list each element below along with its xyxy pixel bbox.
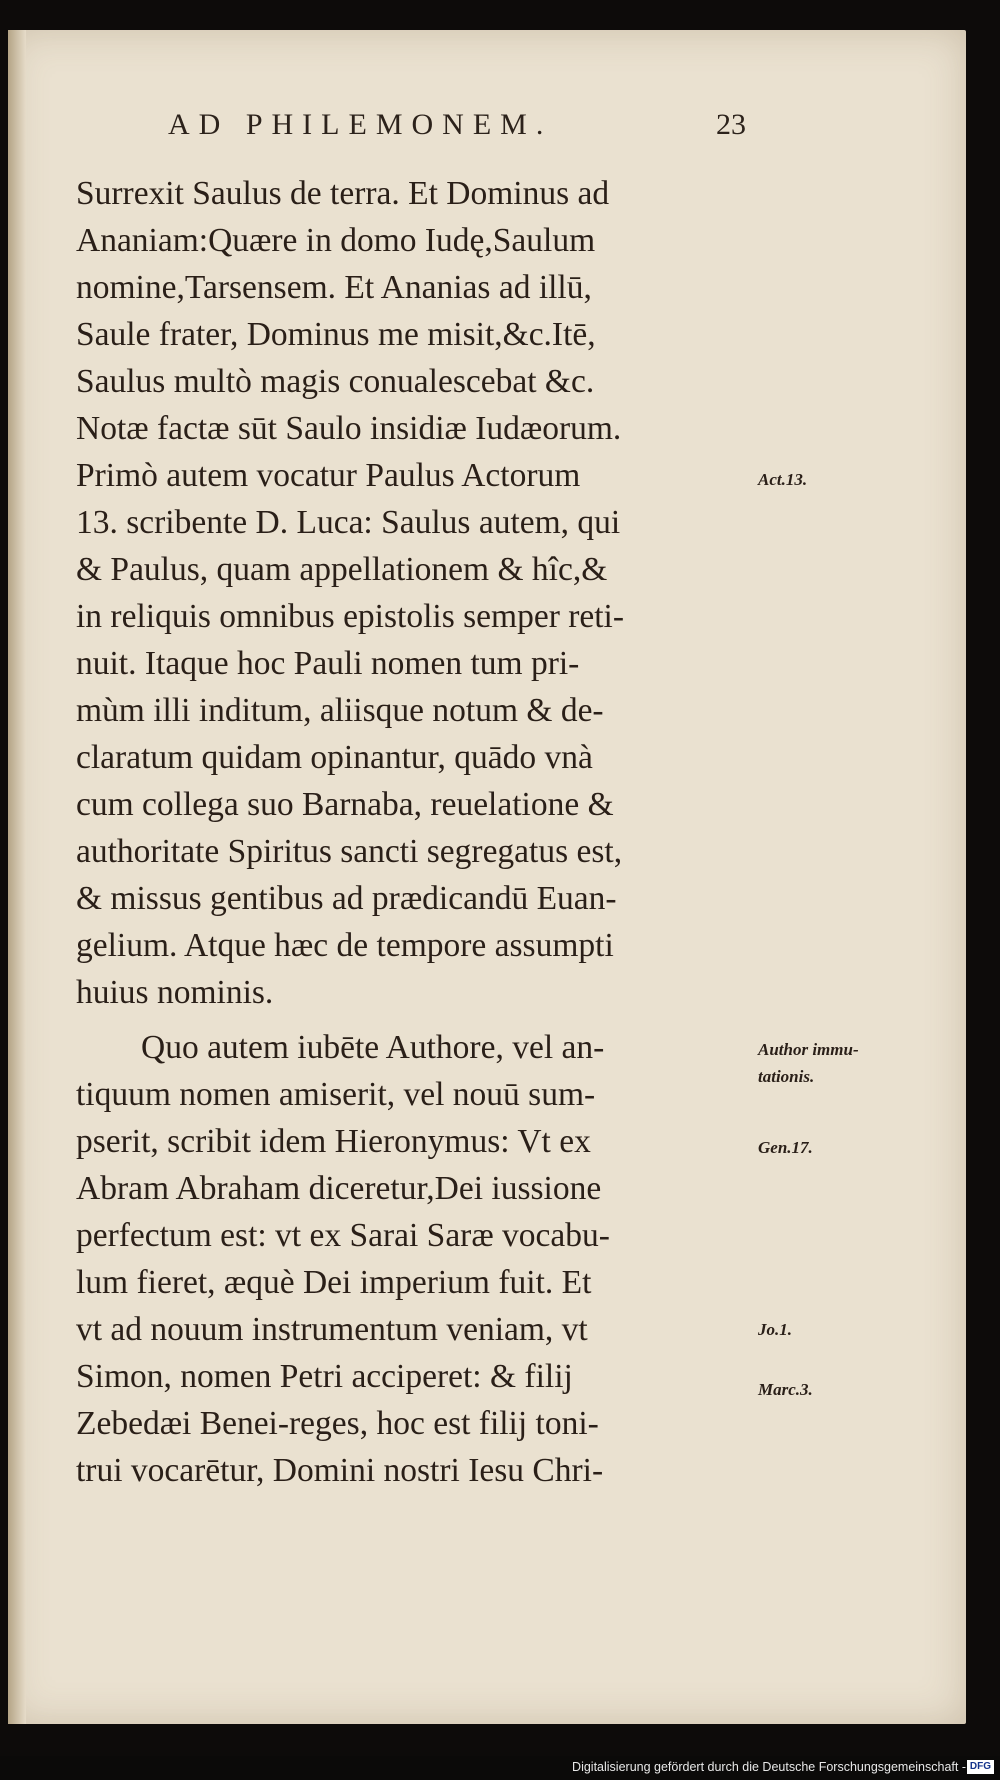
page-spine-shadow <box>8 30 26 1724</box>
text-line: Notæ factæ sūt Saulo insidiæ Iudæorum. <box>76 410 622 447</box>
margin-note-mark: Marc.3. <box>758 1380 813 1399</box>
text-line: Ananiam:Quære in domo Iudę,Saulum <box>76 222 596 259</box>
text-line: Primò autem vocatur Paulus Actorum <box>76 457 581 494</box>
text-line: 13. scribente D. Luca: Saulus autem, qui <box>76 504 621 541</box>
text-line: in reliquis omnibus epistolis semper reti- <box>76 598 625 635</box>
margin-note-john: Jo.1. <box>758 1320 792 1339</box>
text-line: Saule frater, Dominus me misit,&c.Itē, <box>76 316 596 353</box>
text-line: Quo autem iubēte Authore, vel an- <box>141 1029 605 1066</box>
margin-note-genesis: Gen.17. <box>758 1138 813 1157</box>
text-line: gelium. Atque hæc de tempore assumpti <box>76 927 614 964</box>
margin-note-tationis: tationis. <box>758 1067 815 1086</box>
text-line: claratum quidam opinantur, quādo vnà <box>76 739 593 776</box>
text-line: Zebedæi Benei-reges, hoc est filij toni- <box>76 1405 599 1442</box>
footer-bar <box>0 1756 1000 1780</box>
margin-note-author: Author immu- <box>758 1040 859 1059</box>
text-line: vt ad nouum instrumentum veniam, vt <box>76 1311 588 1348</box>
dfg-logo[interactable]: DFG <box>967 1760 994 1774</box>
text-line: Surrexit Saulus de terra. Et Dominus ad <box>76 175 610 212</box>
text-line: Simon, nomen Petri acciperet: & filij <box>76 1358 573 1395</box>
text-line: & Paulus, quam appellationem & hîc,& <box>76 551 608 588</box>
text-line: Abram Abraham diceretur,Dei iussione <box>76 1170 602 1207</box>
text-line: cum collega suo Barnaba, reuelatione & <box>76 786 614 823</box>
text-line: mùm illi inditum, aliisque notum & de- <box>76 692 604 729</box>
text-line: huius nominis. <box>76 974 274 1011</box>
text-line: Saulus multò magis conualescebat &c. <box>76 363 595 400</box>
funding-notice: Digitalisierung gefördert durch die Deutsche Forschungsgemeinschaft - <box>572 1760 966 1774</box>
margin-note-acts: Act.13. <box>758 470 808 489</box>
book-page <box>8 30 966 1724</box>
page-number: 23 <box>716 108 746 141</box>
text-line: nomine,Tarsensem. Et Ananias ad illū, <box>76 269 592 306</box>
running-head: AD PHILEMONEM. <box>168 108 553 141</box>
text-line: nuit. Itaque hoc Pauli nomen tum pri- <box>76 645 580 682</box>
text-line: authoritate Spiritus sancti segregatus est, <box>76 833 623 870</box>
text-line: pserit, scribit idem Hieronymus: Vt ex <box>76 1123 591 1160</box>
text-line: trui vocarētur, Domini nostri Iesu Chri- <box>76 1452 604 1489</box>
text-line: tiquum nomen amiserit, vel nouū sum- <box>76 1076 596 1113</box>
paragraph-gap <box>76 1016 766 1024</box>
main-text <box>76 170 766 1494</box>
text-line: & missus gentibus ad prædicandū Euan- <box>76 880 617 917</box>
text-line: lum fieret, æquè Dei imperium fuit. Et <box>76 1264 592 1301</box>
text-line: perfectum est: vt ex Sarai Saræ vocabu- <box>76 1217 610 1254</box>
